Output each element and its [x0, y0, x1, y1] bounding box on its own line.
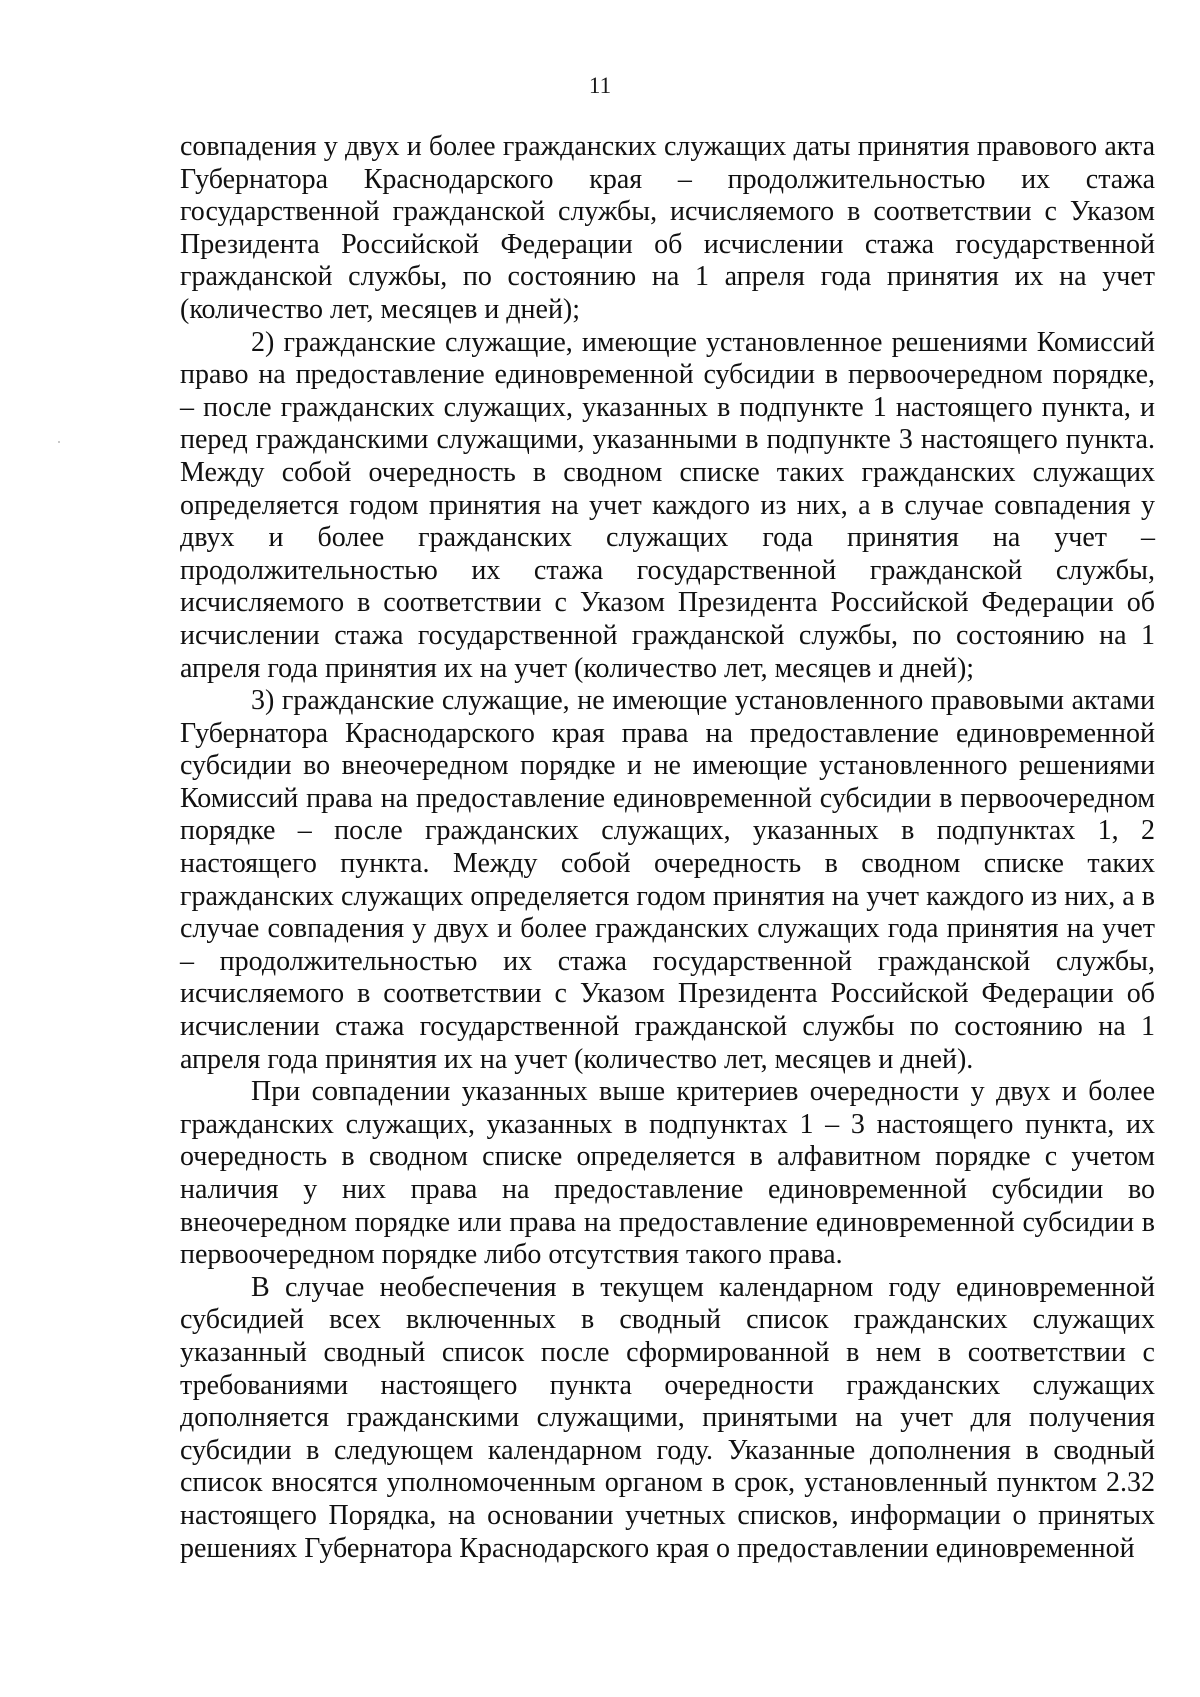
paragraph-item-3: 3) гражданские служащие, не имеющие установленного правовыми актами Губернатора Краснодарского края права на предоставление единовременной субсидии во внеочередном порядке и не имеющие установленного решениями Комиссий права на предоставление единовременной субсидии в первоочередном порядке – после гражданских служащих, указанных в подпунктах 1, 2 настоящего пункта. Между собой очередность в сводном списке таких гражданских служащих определяется годом принятия на учет каждого из них, а в случае совпадения у двух и более гражданских служащих года принятия на учет – продолжительностью их стажа государственной гражданской службы, исчисляемого в соответствии с Указом Президента Российской Федерации об исчислении стажа государственной гражданской службы по состоянию на 1 апреля года принятия их на учет (количество лет, месяцев и дней). — [180, 685, 1155, 1075]
scan-artifact-dot — [58, 441, 60, 443]
paragraph-criteria-tie: При совпадении указанных выше критериев очередности у двух и более гражданских служащих, указанных в подпунктах 1 – 3 настоящего пункта, их очередность в сводном списке определяется в алфавитном порядке с учетом наличия у них права на предоставление единовременной субсидии во внеочередном порядке или права на предоставление единовременной субсидии в первоочередном порядке либо отсутствия такого права. — [180, 1076, 1155, 1271]
document-body — [180, 131, 1155, 1565]
paragraph-supplement: В случае необеспечения в текущем календарном году единовременной субсидией всех включенных в сводный список гражданских служащих указанный сводный список после сформированной в нем в соответствии с требованиями настоящего пункта очередности гражданских служащих дополняется гражданскими служащими, принятыми на учет для получения субсидии в следующем календарном году. Указанные дополнения в сводный список вносятся уполномоченным органом в срок, установленный пунктом 2.32 настоящего Порядка, на основании учетных списков, информации о принятых решениях Губернатора Краснодарского края о предоставлении единовременной — [180, 1271, 1155, 1564]
page-number: 11 — [588, 73, 612, 98]
paragraph-continuation: совпадения у двух и более гражданских служащих даты принятия правового акта Губернатора Краснодарского края – продолжительностью их стажа государственной гражданской службы, исчисляемого в соответствии с Указом Президента Российской Федерации об исчислении стажа государственной гражданской службы, по состоянию на 1 апреля года принятия их на учет (количество лет, месяцев и дней); — [180, 131, 1155, 325]
paragraph-item-2: 2) гражданские служащие, имеющие установленное решениями Комиссий право на предоставление единовременной субсидии в первоочередном порядке, – после гражданских служащих, указанных в подпункте 1 настоящего пункта, и перед гражданскими служащими, указанными в подпункте 3 настоящего пункта. Между собой очередность в сводном списке таких гражданских служащих определяется годом принятия на учет каждого из них, а в случае совпадения у двух и более гражданских служащих года принятия на учет – продолжительностью их стажа государственной гражданской службы, исчисляемого в соответствии с Указом Президента Российской Федерации об исчислении стажа государственной гражданской службы, по состоянию на 1 апреля года принятия их на учет (количество лет, месяцев и дней); — [180, 326, 1155, 684]
